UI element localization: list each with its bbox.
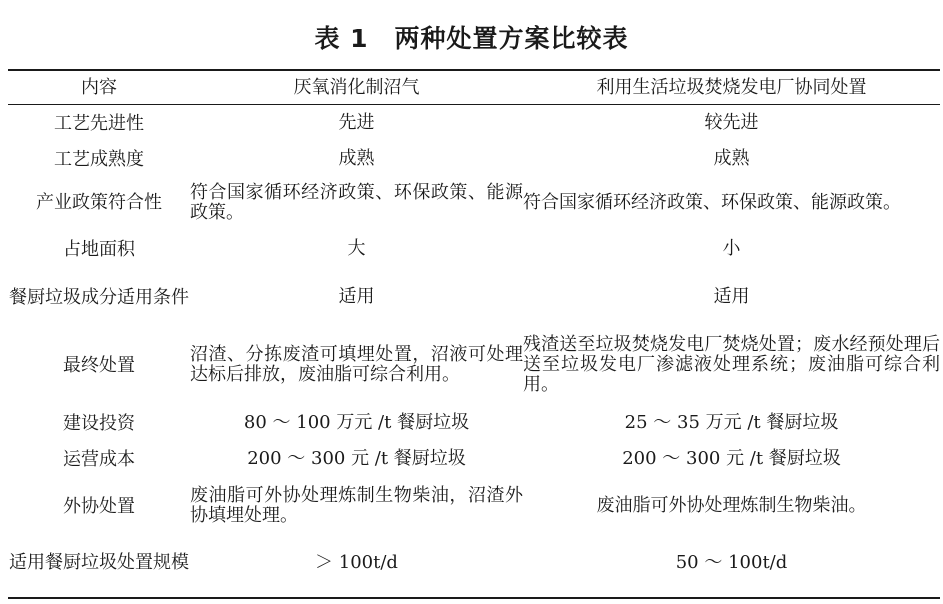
anaerobic-cell: 沼渣、分拣废渣可填埋处置，沼液可处理达标后排放，废油脂可综合利用。	[190, 344, 523, 385]
row-label: 餐厨垃圾成分适用条件	[9, 286, 189, 308]
table-row	[8, 325, 940, 405]
table-row	[8, 176, 940, 229]
row-label: 建设投资	[63, 412, 135, 434]
incineration-cell: 适用	[713, 286, 750, 307]
row-label: 运营成本	[63, 448, 135, 470]
anaerobic-cell: ＞ 100t/d	[315, 551, 398, 573]
table-row	[8, 441, 940, 477]
table-title: 表 1 两种处置方案比较表	[314, 24, 629, 53]
table-row	[8, 142, 940, 176]
incineration-cell: 符合国家循环经济政策、环保政策、能源政策。	[523, 191, 901, 213]
incineration-cell: 200 ～ 300 元 /t 餐厨垃圾	[622, 448, 841, 469]
table-row	[8, 535, 940, 590]
bottom-rule	[8, 597, 940, 599]
incineration-cell: 较先进	[704, 112, 759, 133]
row-label: 工艺成熟度	[54, 148, 144, 170]
row-label: 适用餐厨垃圾处置规模	[9, 552, 189, 573]
anaerobic-cell: 成熟	[338, 148, 375, 169]
table-row	[8, 229, 940, 269]
anaerobic-cell: 200 ～ 300 元 /t 餐厨垃圾	[247, 448, 466, 469]
header-row	[8, 71, 940, 104]
incineration-cell: 成熟	[713, 148, 750, 169]
incineration-cell: 残渣送至垃圾焚烧发电厂焚烧处置；废水经预处理后送至垃圾发电厂渗滤液处理系统；废油脂可综合利用。	[523, 334, 940, 395]
row-label: 最终处置	[63, 354, 135, 376]
anaerobic-cell: 符合国家循环经济政策、环保政策、能源政策。	[190, 181, 523, 223]
table-row	[8, 405, 940, 441]
incineration-cell: 25 ～ 35 万元 /t 餐厨垃圾	[624, 412, 839, 433]
comparison-table	[8, 71, 940, 590]
incineration-cell: 50 ～ 100t/d	[675, 551, 788, 573]
anaerobic-cell: 80 ～ 100 万元 /t 餐厨垃圾	[243, 412, 470, 433]
anaerobic-cell: 大	[347, 238, 366, 259]
anaerobic-cell: 先进	[338, 112, 375, 133]
anaerobic-cell: 废油脂可外协处理炼制生物柴油，沼渣外协填埋处理。	[190, 485, 523, 526]
row-label: 占地面积	[63, 238, 135, 260]
table-row	[8, 104, 940, 142]
row-label: 工艺先进性	[54, 112, 144, 134]
incineration-cell: 小	[722, 238, 741, 259]
table-row	[8, 477, 940, 535]
table-row	[8, 269, 940, 325]
row-label: 产业政策符合性	[36, 192, 162, 213]
incineration-cell: 废油脂可外协处理炼制生物柴油。	[596, 495, 867, 516]
anaerobic-cell: 适用	[338, 286, 375, 307]
column-header-anaerobic: 厌氧消化制沼气	[293, 77, 420, 98]
column-header-incineration: 利用生活垃圾焚烧发电厂协同处置	[596, 77, 867, 98]
column-header-item: 内容	[81, 77, 117, 98]
row-label: 外协处置	[63, 495, 135, 517]
